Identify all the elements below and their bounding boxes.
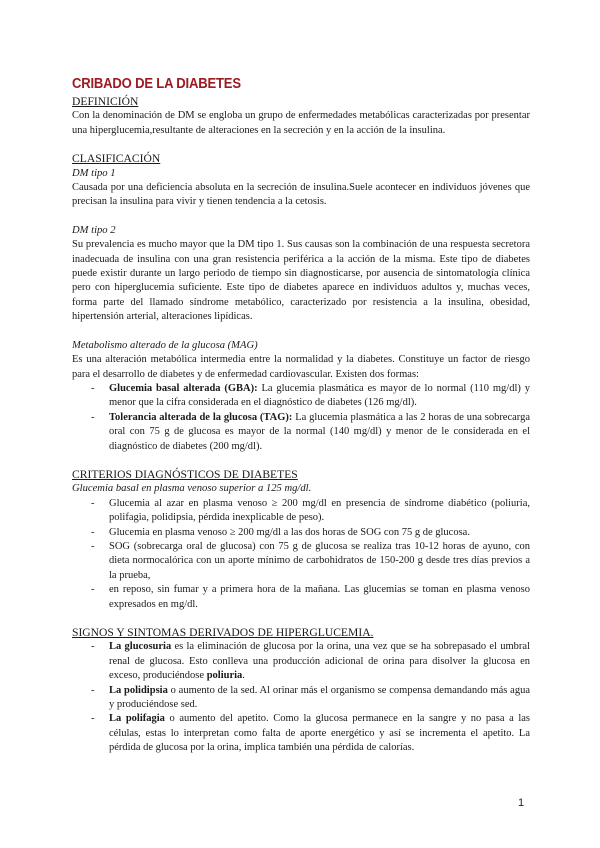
list-item: - Glucemia al azar en plasma venoso ≥ 200 mg/dl en presencia de síndrome diabético (poliuria, polifagia, polidipsia, pérdida inexplicable de peso).	[91, 497, 530, 524]
list-item: - Tolerancia alterada de la glucosa (TAG): La glucemia plasmática a las 2 horas de una sobrecarga oral con 75 g de glucosa es mayor de la normal (140 mg/dl) y menor de le considerada en el diagnóstico de diabetes (200 mg/dl).	[91, 411, 531, 452]
dm-tipo-1-text: Causada por una deficiencia absoluta en la secreción de insulina.Suele acontecer en individuos jóvenes que precisan la insulina para vivir y tienen tendencia a la cetosis.	[72, 182, 530, 208]
list-item: - La glucosuria es la eliminación de glucosa por la orina, una vez que se ha sobrepasado el umbral renal de glucosa. Esto conlleva una producción adicional de orina para disolver la glucosa en exceso, produciéndose poliuria.	[91, 641, 530, 682]
dm-tipo-2-text: Su prevalencia es mucho mayor que la DM tipo 1. Sus causas son la combinación de una respuesta secretora inadecuada de insulina con una gran resistencia periférica a la acción de la misma. Este tipo de diabetes puede existir durante un largo periodo de tiempo sin diagnosticarse, por ausencia de sintomatología clínica pero con hiperglucemia suficiente. Este tipo de diabetes aparece en individuos adultos y, muchas veces, forma parte del llamado síndrome metabólico, caracterizado por resistencia a la insulina, obesidad, hipertensión arterial, alteraciones lipídicas.	[72, 239, 530, 323]
list-item-bold-term: poliuria	[206, 670, 243, 682]
list-item-bold: La polifagia	[109, 713, 165, 725]
list-item-bold: Tolerancia alterada de la glucosa (TAG):	[109, 411, 293, 423]
list-item: - Glucemia en plasma venoso ≥ 200 mg/dl a las dos horas de SOG con 75 g de glucosa.	[91, 526, 470, 538]
mag-list	[72, 382, 530, 454]
list-item-text: o aumento de la sed. Al orinar más el organismo se compensa demandando más agua y produciéndose sed.	[109, 684, 531, 711]
criterios-list	[72, 497, 530, 612]
list-item: - en reposo, sin fumar y a primera hora de la mañana. Las glucemias se toman en plasma venoso expresados en mg/dl.	[91, 584, 530, 610]
list-item-text: Glucemia en plasma venoso ≥ 200 mg/dl a las dos horas de SOG con 75 g de glucosa.	[109, 526, 470, 538]
list-item-bold: La glucosuria	[109, 641, 172, 653]
signos-list	[72, 640, 530, 755]
list-item-bold: La polidipsia	[109, 684, 168, 696]
list-item-tail: .	[242, 670, 245, 682]
list-item-text: o aumento del apetito. Como la glucosa permanece en la sangre y no pasa a las células, estas lo interpretan como falta de aporte energético y así se incrementa el apetito. La pérdida de glucosa por la orina, implica también una pérdida de calorías.	[109, 713, 530, 754]
list-item: - La polidipsia o aumento de la sed. Al orinar más el organismo se compensa demandando más agua y produciéndose sed.	[91, 684, 531, 711]
list-item: - Glucemia basal alterada (GBA): La glucemia plasmática es mayor de lo normal (110 mg/dl) y menor que la cifra considerada en el diagnóstico de diabetes (126 mg/dl).	[91, 382, 530, 409]
page-number: 1	[518, 797, 525, 809]
heading-signos: SIGNOS Y SINTOMAS DERIVADOS DE HIPERGLUCEMIA.	[72, 626, 374, 639]
document-title: CRIBADO DE LA DIABETES	[72, 76, 241, 92]
subtitle-criterios: Glucemia basal en plasma venoso superior a 125 mg/dl.	[72, 483, 312, 495]
list-item-text: en reposo, sin fumar y a primera hora de la mañana. Las glucemias se toman en plasma venoso expresados en mg/dl.	[109, 584, 530, 610]
heading-clasificacion: CLASIFICACIÓN	[72, 152, 161, 166]
list-item-bold: Glucemia basal alterada (GBA):	[109, 382, 258, 394]
heading-definicion: DEFINICIÓN	[72, 95, 139, 108]
mag-text: Es una alteración metabólica intermedia entre la normalidad y la diabetes. Constituye un factor de riesgo para el desarrollo de diabetes y de enfermedad cardiovascular. Existen dos formas:	[72, 354, 530, 380]
list-item-text: es la eliminación de glucosa por la orina, una vez que se ha sobrepasado el umbral renal de glucosa. Esto conlleva una producción adicional de orina para disolver la glucosa en exceso, produciéndose	[109, 641, 530, 682]
subtitle-mag: Metabolismo alterado de la glucosa (MAG)	[72, 339, 258, 351]
list-item-text: Glucemia al azar en plasma venoso ≥ 200 mg/dl en presencia de síndrome diabético (poliuria, polifagia, polidipsia, pérdida inexplicable de peso).	[109, 497, 530, 524]
heading-criterios: CRITERIOS DIAGNÓSTICOS DE DIABETES	[72, 467, 298, 481]
subtitle-dm-tipo-2: DM tipo 2	[72, 224, 116, 236]
list-item-text: La glucemia plasmática es mayor de lo normal (110 mg/dl) y menor que la cifra considerada en el diagnóstico de diabetes (126 mg/dl).	[109, 382, 530, 409]
list-item-text: La glucemia plasmática a las 2 horas de una sobrecarga oral con 75 g de glucosa es mayor de la normal (140 mg/dl) y menor de le considerada en el diagnóstico de diabetes (200 mg/dl).	[109, 411, 531, 452]
list-item: - La polifagia o aumento del apetito. Como la glucosa permanece en la sangre y no pasa a las células, estas lo interpretan como falta de aporte energético y así se incrementa el apetito. La pérdida de glucosa por la orina, implica también una pérdida de calorías.	[91, 713, 530, 754]
list-item: - SOG (sobrecarga oral de glucosa) con 75 g de glucosa se realiza tras 10-12 horas de ayuno, con dieta normocalórica con un aporte mínimo de carbohidratos de 150-200 g desde tres días previos a la prueba,	[91, 540, 530, 581]
definicion-text: Con la denominación de DM se engloba un grupo de enfermedades metabólicas caracterizadas por presentar una hiperglucemia,resultante de alteraciones en la secreción y en la acción de la insulina.	[72, 110, 530, 136]
subtitle-dm-tipo-1: DM tipo 1	[72, 167, 116, 179]
document-page	[72, 76, 530, 756]
list-item-text: SOG (sobrecarga oral de glucosa) con 75 g de glucosa se realiza tras 10-12 horas de ayuno, con dieta normocalórica con un aporte mínimo de carbohidratos de 150-200 g desde tres días previos a la prueba,	[109, 540, 530, 581]
